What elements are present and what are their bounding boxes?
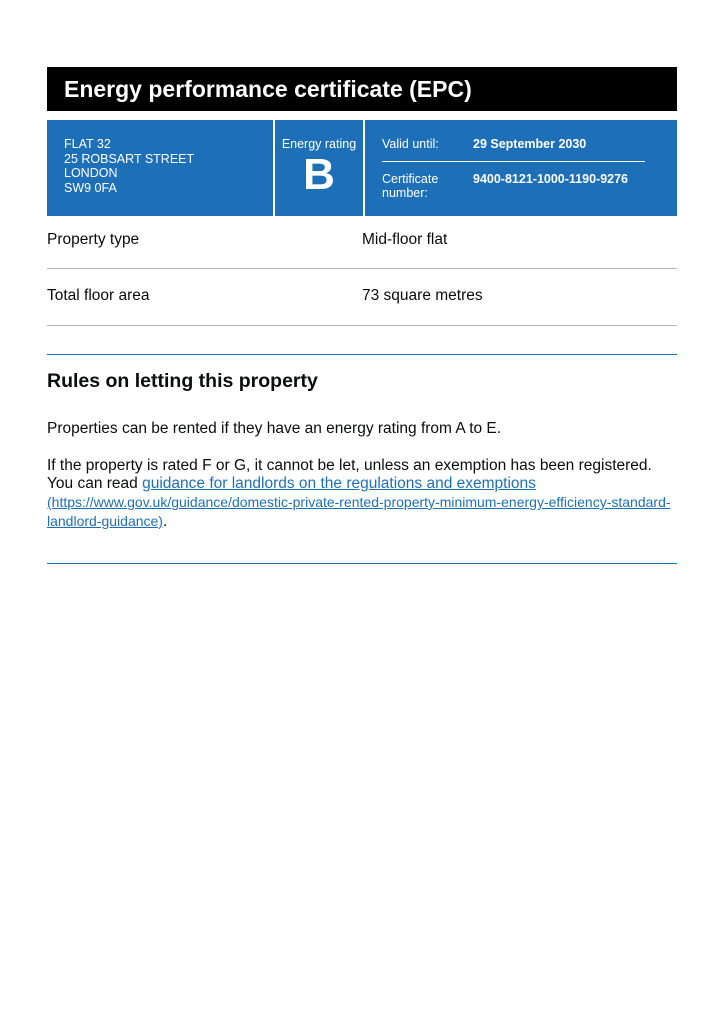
rules-heading: Rules on letting this property (47, 370, 318, 392)
valid-until-value: 29 September 2030 (473, 137, 587, 151)
property-type-value: Mid-floor flat (362, 231, 448, 248)
rules-paragraph-2 (47, 457, 677, 531)
energy-rating-letter: B (303, 150, 335, 199)
floor-area-value: 73 square metres (362, 287, 483, 304)
certificate-divider (382, 161, 645, 162)
landlord-guidance-link[interactable]: guidance for landlords on the regulations and exemptions (142, 475, 536, 492)
landlord-guidance-url[interactable]: (https://www.gov.uk/guidance/domestic-private-rented-property-minimum-energy-efficiency-standard-landlord-guidance) (47, 494, 671, 529)
address-panel (47, 120, 273, 216)
certificate-details-panel (365, 120, 677, 216)
page-title: Energy performance certificate (EPC) (47, 67, 677, 111)
address-line-3: LONDON (64, 166, 118, 180)
certificate-number-value: 9400-8121-1000-1190-9276 (473, 171, 628, 186)
energy-rating-panel (275, 120, 363, 216)
valid-until-label: Valid until: (382, 137, 439, 151)
certificate-number-label: Certificate number: (382, 171, 439, 200)
floor-area-label: Total floor area (47, 287, 150, 304)
address-line-2: 25 ROBSART STREET (64, 151, 195, 166)
rules-paragraph-2-text: If the property is rated F or G, it cannot be let, unless an exemption has been registered. You can read (47, 457, 652, 492)
certificate-number-row (382, 172, 645, 201)
valid-until-row (382, 137, 645, 152)
rules-paragraph-2-end: . (162, 513, 168, 530)
energy-rating-label: Energy rating (281, 137, 357, 151)
rules-paragraph-1: Properties can be rented if they have an energy rating from A to E. (47, 420, 502, 437)
address-line-1: FLAT 32 (64, 137, 111, 151)
section-divider-bottom (47, 563, 677, 564)
property-type-row (47, 231, 677, 269)
certificate-summary (47, 120, 677, 216)
property-type-label: Property type (47, 231, 140, 248)
floor-area-row (47, 287, 677, 326)
address-line-4: SW9 0FA (64, 180, 117, 195)
section-divider-top (47, 354, 677, 355)
